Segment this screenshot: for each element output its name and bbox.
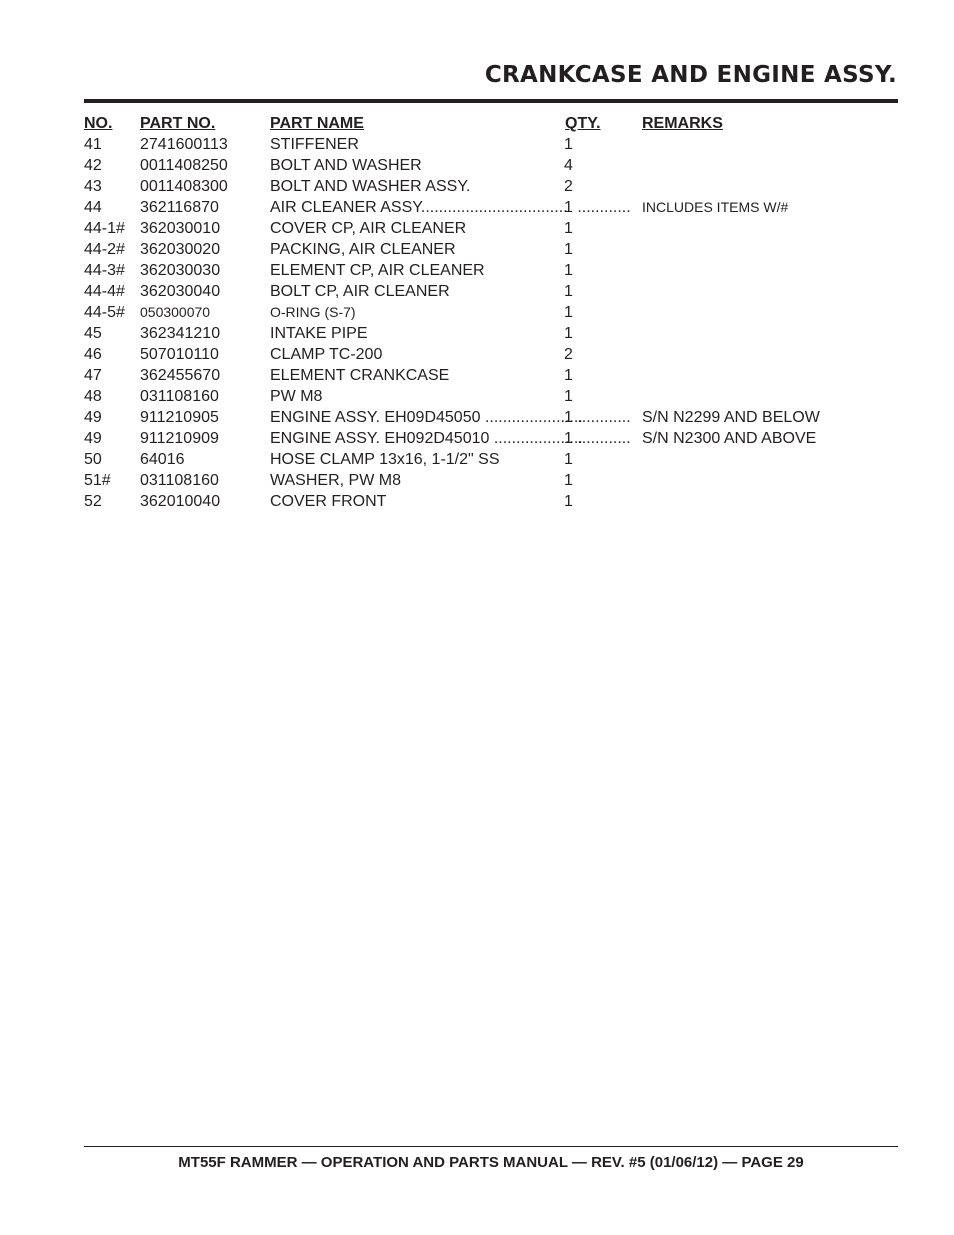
part-number: 362116870 <box>140 199 219 216</box>
quantity: 2 <box>564 346 573 363</box>
item-number: 47 <box>84 367 102 384</box>
quantity: 1 <box>564 388 573 405</box>
item-number: 42 <box>84 157 102 174</box>
item-number: 44 <box>84 199 102 216</box>
table-row <box>84 365 884 386</box>
table-row <box>84 302 884 323</box>
table-row <box>84 428 884 449</box>
parts-list-body <box>84 134 884 512</box>
part-number: 911210905 <box>140 409 219 426</box>
part-number: 362455670 <box>140 367 221 384</box>
remarks: INCLUDES ITEMS W/# <box>642 199 789 215</box>
remarks: S/N N2300 AND ABOVE <box>642 430 817 447</box>
table-row <box>84 407 884 428</box>
item-number: 44-1# <box>84 220 125 237</box>
part-number: 362341210 <box>140 325 221 342</box>
item-number: 49 <box>84 430 102 447</box>
table-row <box>84 344 884 365</box>
quantity: 1 <box>564 262 573 279</box>
item-number: 41 <box>84 136 102 153</box>
quantity: 1 ............ <box>564 409 631 426</box>
item-number: 46 <box>84 346 102 363</box>
part-name: ELEMENT CRANKCASE <box>270 367 450 384</box>
header-remarks: REMARKS <box>642 115 723 132</box>
part-number: 64016 <box>140 451 185 468</box>
quantity: 1 <box>564 241 573 258</box>
part-name: BOLT CP, AIR CLEANER <box>270 283 450 300</box>
table-row <box>84 218 884 239</box>
part-number: 0011408300 <box>140 178 228 195</box>
parts-list-header <box>84 113 884 134</box>
part-name: ENGINE ASSY. EH092D45010 .................... <box>270 430 583 447</box>
table-row <box>84 155 884 176</box>
part-name: CLAMP TC-200 <box>270 346 383 363</box>
title-divider <box>84 99 898 103</box>
quantity: 1 <box>564 283 573 300</box>
part-name: BOLT AND WASHER ASSY. <box>270 178 471 195</box>
item-number: 49 <box>84 409 102 426</box>
table-row <box>84 449 884 470</box>
part-name: ENGINE ASSY. EH09D45050 ...................... <box>270 409 583 426</box>
page-footer: MT55F RAMMER — OPERATION AND PARTS MANUAL — REV. #5 (01/06/12) — PAGE 29 <box>178 1154 804 1171</box>
table-row <box>84 323 884 344</box>
page-title: CRANKCASE AND ENGINE ASSY. <box>484 62 897 88</box>
item-number: 51# <box>84 472 111 489</box>
part-name: O-RING (S-7) <box>270 304 356 320</box>
table-row <box>84 239 884 260</box>
part-name: PACKING, AIR CLEANER <box>270 241 456 258</box>
quantity: 2 <box>564 178 573 195</box>
item-number: 48 <box>84 388 102 405</box>
header-part-name: PART NAME <box>270 115 364 132</box>
part-name: ELEMENT CP, AIR CLEANER <box>270 262 485 279</box>
part-number: 031108160 <box>140 388 219 405</box>
part-number: 362010040 <box>140 493 221 510</box>
item-number: 45 <box>84 325 102 342</box>
quantity: 1 ............ <box>564 430 631 447</box>
header-no: NO. <box>84 115 113 132</box>
parts-list <box>84 113 884 512</box>
quantity: 1 <box>564 451 573 468</box>
part-number: 362030010 <box>140 220 221 237</box>
quantity: 1 ............ <box>564 199 631 216</box>
part-name: INTAKE PIPE <box>270 325 368 342</box>
quantity: 1 <box>564 367 573 384</box>
part-name: AIR CLEANER ASSY................................. <box>270 199 568 216</box>
table-row <box>84 491 884 512</box>
quantity: 1 <box>564 304 573 321</box>
table-row <box>84 134 884 155</box>
quantity: 1 <box>564 472 573 489</box>
part-number: 507010110 <box>140 346 219 363</box>
quantity: 4 <box>564 157 573 174</box>
part-number: 031108160 <box>140 472 219 489</box>
part-name: HOSE CLAMP 13x16, 1-1/2" SS <box>270 451 500 468</box>
header-part-no: PART NO. <box>140 115 216 132</box>
part-name: BOLT AND WASHER <box>270 157 422 174</box>
part-name: COVER FRONT <box>270 493 387 510</box>
part-number: 362030030 <box>140 262 221 279</box>
table-row <box>84 281 884 302</box>
item-number: 44-5# <box>84 304 125 321</box>
part-number: 362030040 <box>140 283 221 300</box>
quantity: 1 <box>564 136 573 153</box>
part-number: 050300070 <box>140 304 211 320</box>
table-row <box>84 386 884 407</box>
item-number: 44-3# <box>84 262 125 279</box>
part-name: STIFFENER <box>270 136 359 153</box>
part-name: WASHER, PW M8 <box>270 472 401 489</box>
quantity: 1 <box>564 325 573 342</box>
quantity: 1 <box>564 220 573 237</box>
part-number: 2741600113 <box>140 136 228 153</box>
quantity: 1 <box>564 493 573 510</box>
item-number: 44-4# <box>84 283 125 300</box>
header-qty: QTY. <box>565 115 601 132</box>
item-number: 43 <box>84 178 102 195</box>
table-row <box>84 470 884 491</box>
part-number: 362030020 <box>140 241 221 258</box>
item-number: 52 <box>84 493 102 510</box>
footer-divider <box>84 1146 898 1147</box>
table-row <box>84 176 884 197</box>
table-row <box>84 260 884 281</box>
part-number: 0011408250 <box>140 157 228 174</box>
remarks: S/N N2299 AND BELOW <box>642 409 820 426</box>
table-row <box>84 197 884 218</box>
item-number: 50 <box>84 451 102 468</box>
item-number: 44-2# <box>84 241 125 258</box>
part-name: COVER CP, AIR CLEANER <box>270 220 467 237</box>
part-number: 911210909 <box>140 430 219 447</box>
part-name: PW M8 <box>270 388 323 405</box>
